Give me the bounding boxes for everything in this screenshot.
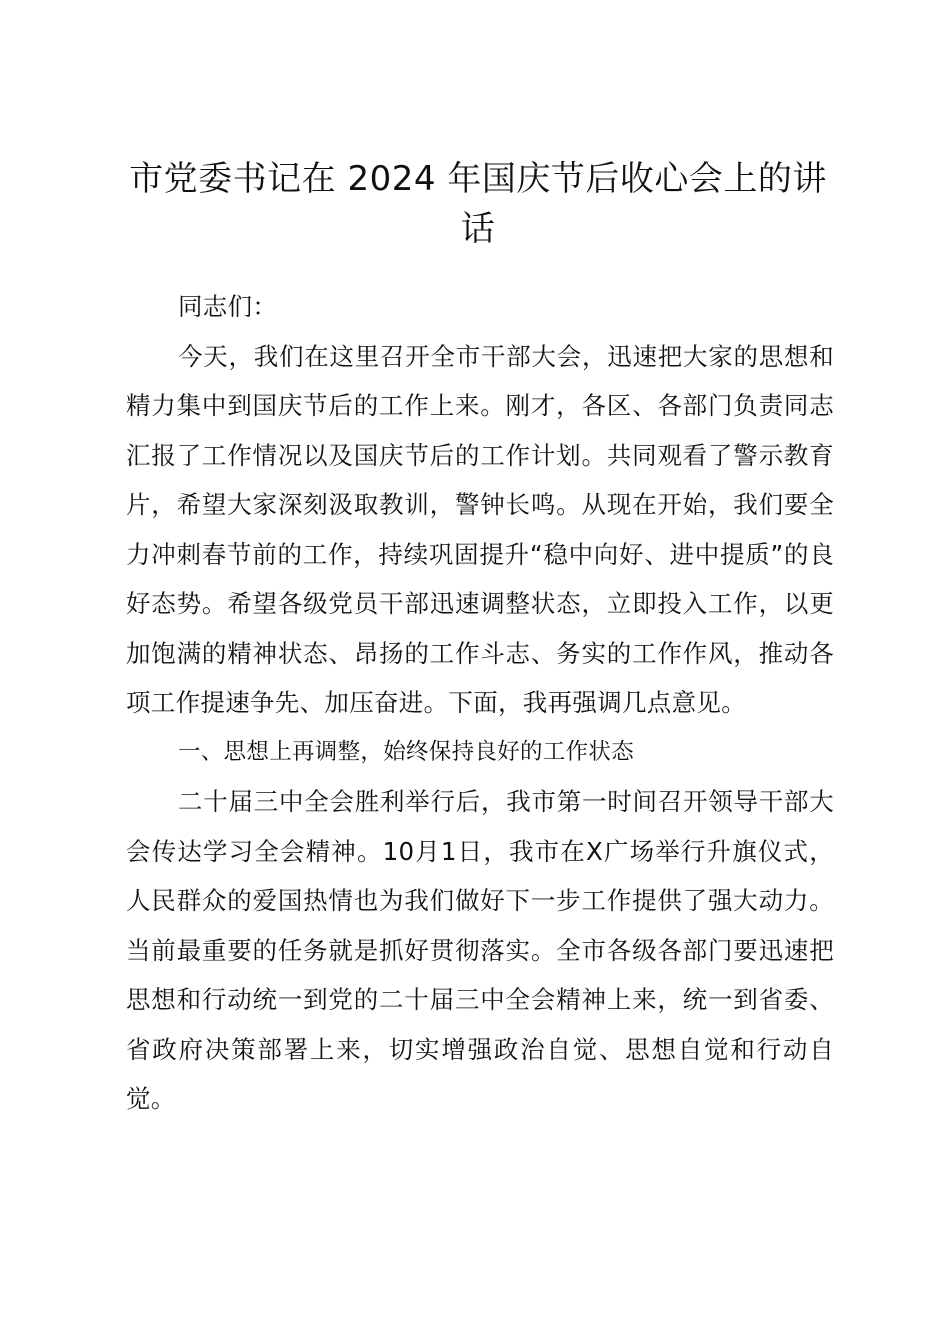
document-title: 市党委书记在 2024 年国庆节后收心会上的讲话 (129, 159, 827, 249)
paragraph-section-1: 二十届三中全会胜利举行后，我市第一时间召开领导干部大会传达学习全会精神。10月1日，我市在X广场举行升旗仪式，人民群众的爱国热情也为我们做好下一步工作提供了强大动力。当前最重要的任务就是抓好贯彻落实。全市各级各部门要迅速把思想和行动统一到党的二十届三中全会精神上来，统一到省委、省政府决策部署上来，切实增强政治自觉、思想自觉和行动自觉。 (126, 787, 834, 1113)
paragraph-intro: 今天，我们在这里召开全市干部大会，迅速把大家的思想和精力集中到国庆节后的工作上来。刚才，各区、各部门负责同志汇报了工作情况以及国庆节后的工作计划。共同观看了警示教育片，希望大家深刻汲取教训，警钟长鸣。从现在开始，我们要全力冲刺春节前的工作，持续巩固提升“稳中向好、进中提质”的良好态势。希望各级党员干部迅速调整状态，立即投入工作，以更加饱满的精神状态、昂扬的工作斗志、务实的工作作风，推动各项工作提速争先、加压奋进。下面，我再强调几点意见。 (126, 341, 834, 717)
document-body (126, 282, 834, 1124)
salutation: 同志们： (178, 292, 278, 321)
section-heading-1: 一、思想上再调整，始终保持良好的工作状态 (178, 738, 635, 765)
